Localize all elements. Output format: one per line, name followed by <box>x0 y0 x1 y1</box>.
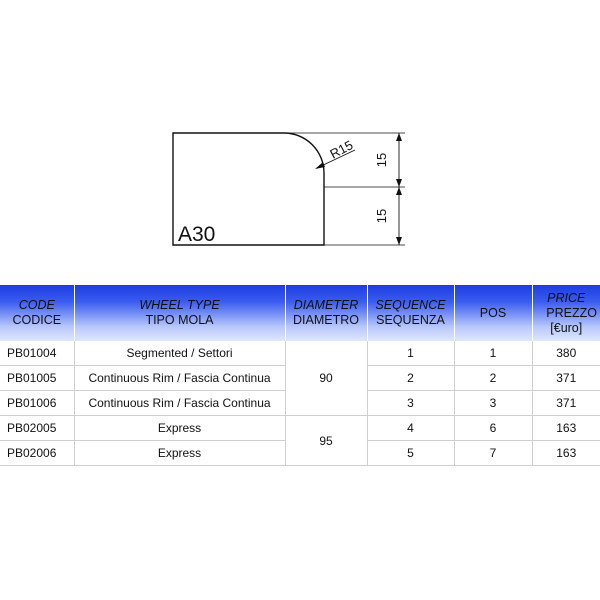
price-table-container <box>0 285 600 466</box>
diameter-cell: 90 <box>285 341 367 416</box>
arrow-top <box>396 133 402 141</box>
arrow-mid-down <box>396 187 402 195</box>
sequence-cell: 4 <box>367 416 454 441</box>
sequence-cell: 3 <box>367 391 454 416</box>
arrow-mid-up <box>396 179 402 187</box>
sequence-cell: 1 <box>367 341 454 366</box>
header-pos: POS <box>454 285 532 341</box>
wheel-type-cell: Express <box>74 441 285 466</box>
wheel-type-cell: Continuous Rim / Fascia Continua <box>74 366 285 391</box>
radius-label: R15 <box>327 137 356 162</box>
header-wheel-type: WHEEL TYPE TIPO MOLA <box>74 285 285 341</box>
price-cell: 163 <box>532 416 600 441</box>
code-cell: PB01005 <box>0 366 74 391</box>
pos-cell: 1 <box>454 341 532 366</box>
table-header-row <box>0 285 600 341</box>
table-row <box>0 416 600 441</box>
code-cell: PB02005 <box>0 416 74 441</box>
arrow-bottom <box>396 237 402 245</box>
code-cell: PB01006 <box>0 391 74 416</box>
wheel-type-cell: Segmented / Settori <box>74 341 285 366</box>
dimension-label-upper: 15 <box>374 152 389 168</box>
header-diameter: DIAMETER DIAMETRO <box>285 285 367 341</box>
diameter-cell: 95 <box>285 416 367 466</box>
code-cell: PB01004 <box>0 341 74 366</box>
sequence-cell: 5 <box>367 441 454 466</box>
header-sequence: SEQUENCE SEQUENZA <box>367 285 454 341</box>
wheel-type-cell: Express <box>74 416 285 441</box>
sequence-cell: 2 <box>367 366 454 391</box>
pos-cell: 3 <box>454 391 532 416</box>
price-cell: 163 <box>532 441 600 466</box>
header-code: CODE CODICE <box>0 285 74 341</box>
pos-cell: 2 <box>454 366 532 391</box>
price-cell: 371 <box>532 391 600 416</box>
code-cell: PB02006 <box>0 441 74 466</box>
profile-drawing <box>0 0 600 285</box>
wheel-type-cell: Continuous Rim / Fascia Continua <box>74 391 285 416</box>
price-cell: 380 <box>532 341 600 366</box>
pos-cell: 6 <box>454 416 532 441</box>
profile-label: A30 <box>178 223 216 246</box>
header-price: PRICE PREZZO [€uro] <box>532 285 600 341</box>
price-cell: 371 <box>532 366 600 391</box>
table-row <box>0 341 600 366</box>
price-table <box>0 285 600 466</box>
dimension-label-lower: 15 <box>374 208 389 224</box>
pos-cell: 7 <box>454 441 532 466</box>
